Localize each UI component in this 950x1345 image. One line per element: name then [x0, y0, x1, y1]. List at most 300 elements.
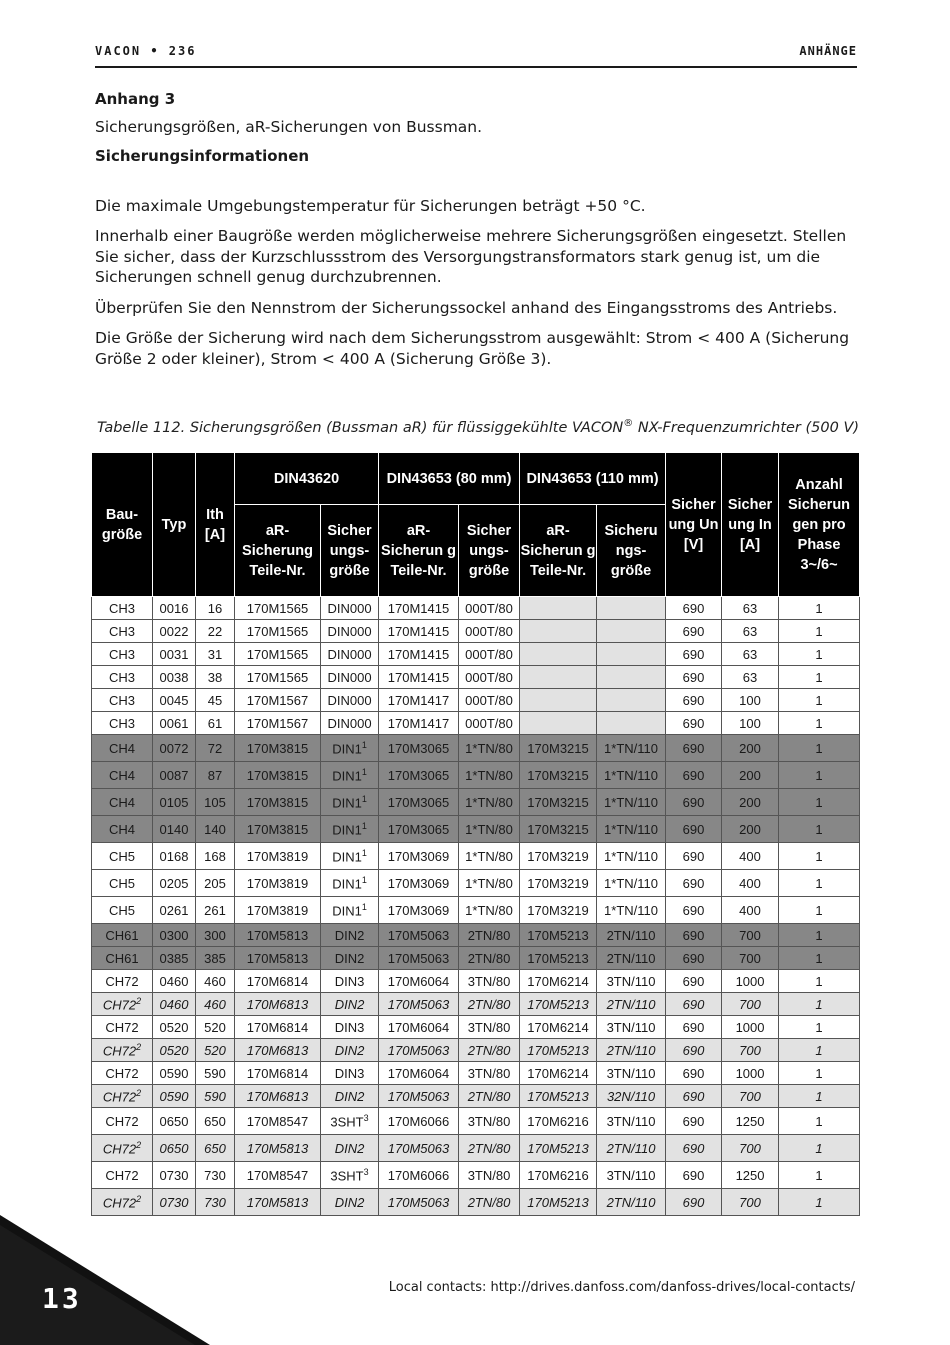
header-ar-teile-2: aR-Sicherun g Teile-Nr.	[379, 505, 459, 597]
table-cell	[779, 924, 860, 947]
table-cell	[379, 897, 459, 924]
table-cell	[597, 597, 666, 620]
cell-value: 0016	[159, 600, 189, 616]
footnote-mark: 2	[136, 1193, 142, 1204]
table-cell	[379, 816, 459, 843]
table-cell	[520, 643, 597, 666]
footnote-mark: 1	[361, 739, 367, 750]
cell-value: 170M5813	[246, 927, 309, 943]
table-cell	[321, 843, 379, 870]
cell-value: 700	[739, 1042, 761, 1058]
table-cell	[666, 870, 722, 897]
table-cell	[459, 1135, 520, 1162]
cell-value: 690	[682, 927, 705, 943]
table-cell	[92, 712, 153, 735]
cell-value: 1*TN/80	[465, 821, 513, 837]
cell-value: 3TN/80	[467, 1167, 511, 1183]
cell-value: 2TN/110	[606, 1194, 656, 1210]
table-cell	[153, 1016, 196, 1039]
table-row	[92, 1039, 860, 1062]
cell-value: 170M1415	[387, 669, 450, 685]
table-cell	[196, 712, 235, 735]
table-cell	[235, 689, 321, 712]
table-cell	[520, 816, 597, 843]
table-cell	[92, 870, 153, 897]
table-cell	[196, 762, 235, 789]
cell-value: 1*TN/110	[604, 902, 659, 918]
cell-value: 1	[815, 794, 823, 810]
table-row	[92, 870, 860, 897]
cell-value: 3TN/80	[467, 1113, 511, 1129]
cell-value: 170M3815	[246, 767, 309, 783]
table-cell	[779, 870, 860, 897]
cell-value: 520	[204, 1042, 226, 1058]
table-cell	[597, 620, 666, 643]
cell-value: 170M5213	[527, 1042, 589, 1058]
cell-value: 1*TN/80	[465, 902, 513, 918]
cell-value: 170M6216	[527, 1167, 589, 1183]
table-cell	[520, 993, 597, 1016]
table-cell	[153, 689, 196, 712]
cell-value: 650	[204, 1140, 226, 1156]
cell-value: 690	[682, 1194, 705, 1210]
table-cell	[666, 924, 722, 947]
table-cell	[597, 1062, 666, 1085]
table-cell	[379, 993, 459, 1016]
table-cell	[722, 597, 779, 620]
cell-value: DIN1	[332, 876, 362, 892]
paragraph: Überprüfen Sie den Nennstrom der Sicherungssockel anhand des Eingangsstroms des Antriebs.	[95, 298, 838, 317]
header-baugroesse: Bau-größe	[92, 453, 153, 597]
cell-value: 1	[815, 623, 823, 639]
cell-value: 2TN/80	[467, 1194, 511, 1210]
table-cell	[379, 870, 459, 897]
cell-value: 170M5213	[527, 1194, 589, 1210]
cell-value: 690	[682, 996, 705, 1012]
table-cell	[520, 1016, 597, 1039]
table-cell	[379, 789, 459, 816]
table-cell	[459, 1085, 520, 1108]
cell-value: CH3	[108, 692, 135, 708]
cell-value: 1	[815, 821, 823, 837]
cell-value: 170M3819	[246, 875, 309, 891]
cell-value: 22	[207, 623, 223, 639]
cell-value: 400	[739, 875, 761, 891]
cell-value: CH72	[105, 1019, 139, 1035]
table-cell	[235, 643, 321, 666]
table-cell	[520, 897, 597, 924]
table-row	[92, 924, 860, 947]
table-cell	[779, 1162, 860, 1189]
table-row	[92, 643, 860, 666]
table-cell	[597, 897, 666, 924]
cell-value: 170M5213	[527, 950, 589, 966]
cell-value: 16	[207, 600, 223, 616]
table-cell	[153, 712, 196, 735]
table-cell	[520, 1108, 597, 1135]
table-row	[92, 1135, 860, 1162]
table-cell	[92, 993, 153, 1016]
caption-suffix: NX-Frequenzumrichter (500 V)	[633, 419, 860, 436]
cell-value: 400	[739, 902, 761, 918]
table-cell	[779, 1085, 860, 1108]
table-cell	[597, 1135, 666, 1162]
cell-value: 170M5063	[387, 1042, 450, 1058]
table-cell	[196, 1016, 235, 1039]
table-cell	[459, 1039, 520, 1062]
table-cell	[379, 735, 459, 762]
cell-value: 700	[739, 950, 761, 966]
cell-value: 690	[682, 1140, 705, 1156]
cell-value: 170M1565	[246, 623, 309, 639]
table-cell	[597, 689, 666, 712]
table-cell	[153, 789, 196, 816]
table-cell	[92, 689, 153, 712]
cell-value: 170M6814	[246, 973, 309, 989]
cell-value: 460	[204, 973, 226, 989]
cell-value: 3TN/110	[606, 1065, 656, 1081]
cell-value: CH72	[102, 1089, 137, 1105]
table-cell	[779, 762, 860, 789]
section-content	[95, 90, 857, 369]
table-cell	[379, 643, 459, 666]
cell-value: 170M6066	[387, 1167, 450, 1183]
table-cell	[459, 597, 520, 620]
table-cell	[666, 843, 722, 870]
cell-value: 32N/110	[606, 1088, 656, 1104]
cell-value: 0300	[159, 927, 189, 943]
table-cell	[597, 1085, 666, 1108]
cell-value: 1	[815, 692, 823, 708]
cell-value: 690	[682, 740, 705, 756]
header-din43653-80: DIN43653 (80 mm)	[379, 453, 520, 505]
cell-value: 000T/80	[465, 692, 513, 708]
header-brand-page: VACON • 236	[95, 44, 197, 58]
table-cell	[379, 1085, 459, 1108]
cell-value: 170M1417	[387, 692, 450, 708]
table-cell	[153, 1108, 196, 1135]
table-row	[92, 993, 860, 1016]
table-row	[92, 1016, 860, 1039]
cell-value: 2TN/80	[467, 950, 511, 966]
cell-value: 1250	[735, 1167, 765, 1183]
table-cell	[379, 597, 459, 620]
table-cell	[92, 789, 153, 816]
table-cell	[666, 816, 722, 843]
cell-value: 170M5063	[387, 1194, 450, 1210]
cell-value: DIN2	[334, 1088, 365, 1104]
table-cell	[459, 947, 520, 970]
table-cell	[235, 816, 321, 843]
table-cell	[459, 689, 520, 712]
cell-value: 000T/80	[465, 623, 513, 639]
table-cell	[779, 689, 860, 712]
table-cell	[779, 843, 860, 870]
paragraph: Innerhalb einer Baugröße werden möglicherweise mehrere Sicherungsgrößen eingesetzt. Stellen Sie sicher, dass der Kurzschlussstrom des Versorgungstransformators stark genug ist, um die Sicherungen schnell genug durchzubrennen.	[95, 227, 847, 286]
cell-value: 105	[204, 794, 226, 810]
table-cell	[321, 947, 379, 970]
cell-value: CH4	[108, 740, 135, 756]
table-cell	[597, 712, 666, 735]
table-cell	[666, 597, 722, 620]
table-cell	[92, 1039, 153, 1062]
table-cell	[196, 1062, 235, 1085]
table-cell	[459, 666, 520, 689]
header-din43620: DIN43620	[235, 453, 379, 505]
table-cell	[520, 970, 597, 993]
cell-value: 170M6814	[246, 1065, 309, 1081]
table-cell	[92, 597, 153, 620]
cell-value: DIN2	[334, 1140, 365, 1156]
table-cell	[321, 993, 379, 1016]
table-cell	[235, 1108, 321, 1135]
table-row	[92, 735, 860, 762]
cell-value: 2TN/110	[606, 1042, 656, 1058]
cell-value: 1	[815, 1042, 823, 1058]
table-cell	[779, 666, 860, 689]
table-cell	[153, 1062, 196, 1085]
table-cell	[459, 789, 520, 816]
table-cell	[321, 816, 379, 843]
header-in: Sicher ung In [A]	[722, 453, 779, 597]
cell-value: 170M6813	[246, 1088, 309, 1104]
table-cell	[196, 870, 235, 897]
cell-value: 170M3069	[387, 902, 450, 918]
cell-value: DIN000	[327, 646, 372, 662]
table-cell	[722, 666, 779, 689]
table-caption	[97, 418, 860, 436]
header-groesse-2: Sicher ungs-größe	[459, 505, 520, 597]
footnote-mark: 2	[136, 995, 142, 1006]
table-cell	[153, 843, 196, 870]
cell-value: 168	[204, 848, 226, 864]
cell-value: 3TN/110	[606, 1113, 656, 1129]
table-cell	[666, 643, 722, 666]
table-cell	[520, 620, 597, 643]
cell-value: 205	[204, 875, 226, 891]
table-cell	[153, 1135, 196, 1162]
cell-value: 170M3219	[527, 848, 589, 864]
table-cell	[153, 924, 196, 947]
cell-value: CH72	[102, 1043, 137, 1059]
table-cell	[520, 947, 597, 970]
cell-value: 000T/80	[465, 600, 513, 616]
cell-value: 72	[207, 740, 223, 756]
cell-value: 690	[682, 646, 705, 662]
cell-value: 170M1565	[246, 646, 309, 662]
cell-value: 200	[739, 767, 761, 783]
table-cell	[520, 597, 597, 620]
footer-contacts: Local contacts: http://drives.danfoss.com/danfoss-drives/local-contacts/	[388, 1280, 855, 1295]
cell-value: 520	[204, 1019, 226, 1035]
cell-value: 0072	[159, 740, 189, 756]
table-cell	[92, 1085, 153, 1108]
table-cell	[520, 924, 597, 947]
cell-value: 1*TN/110	[604, 767, 659, 783]
table-cell	[196, 789, 235, 816]
cell-value: 170M1567	[246, 715, 309, 731]
cell-value: 0385	[159, 950, 189, 966]
cell-value: DIN1	[332, 849, 362, 865]
footnote-mark: 1	[361, 766, 367, 777]
cell-value: 0520	[159, 1019, 189, 1035]
cell-value: 200	[739, 794, 761, 810]
cell-value: CH61	[105, 950, 139, 966]
cell-value: 1	[815, 1019, 823, 1035]
table-cell	[321, 1062, 379, 1085]
footnote-mark: 1	[361, 793, 367, 804]
table-cell	[520, 1062, 597, 1085]
cell-value: DIN1	[332, 822, 362, 838]
table-cell	[92, 947, 153, 970]
table-cell	[666, 1108, 722, 1135]
table-cell	[722, 816, 779, 843]
table-cell	[235, 735, 321, 762]
table-cell	[321, 1085, 379, 1108]
table-cell	[321, 1039, 379, 1062]
table-cell	[722, 689, 779, 712]
cell-value: 170M6814	[246, 1019, 309, 1035]
cell-value: DIN1	[332, 768, 362, 784]
table-cell	[379, 1108, 459, 1135]
cell-value: 1000	[735, 973, 765, 989]
table-cell	[92, 762, 153, 789]
table-cell	[722, 947, 779, 970]
table-cell	[666, 947, 722, 970]
cell-value: 690	[682, 950, 705, 966]
table-cell	[779, 897, 860, 924]
table-cell	[235, 924, 321, 947]
table-cell	[321, 789, 379, 816]
table-cell	[520, 689, 597, 712]
table-cell	[779, 1135, 860, 1162]
table-cell	[92, 1108, 153, 1135]
cell-value: CH72	[105, 1065, 139, 1081]
table-cell	[153, 735, 196, 762]
table-cell	[321, 666, 379, 689]
table-cell	[597, 1016, 666, 1039]
cell-value: 170M3065	[387, 740, 450, 756]
table-cell	[379, 666, 459, 689]
table-cell	[779, 597, 860, 620]
table-cell	[379, 1189, 459, 1216]
cell-value: DIN2	[334, 1042, 365, 1058]
cell-value: DIN1	[332, 795, 362, 811]
cell-value: 170M3065	[387, 767, 450, 783]
table-cell	[235, 1062, 321, 1085]
cell-value: 61	[207, 715, 223, 731]
table-cell	[666, 1135, 722, 1162]
cell-value: 3TN/80	[467, 1019, 511, 1035]
cell-value: DIN000	[327, 623, 372, 639]
cell-value: CH4	[108, 821, 135, 837]
cell-value: 690	[682, 1088, 705, 1104]
cell-value: 170M3215	[527, 821, 589, 837]
table-cell	[722, 993, 779, 1016]
cell-value: 0590	[159, 1065, 189, 1081]
table-row	[92, 762, 860, 789]
cell-value: 3TN/110	[606, 1167, 656, 1183]
cell-value: 690	[682, 821, 705, 837]
table-cell	[459, 762, 520, 789]
table-row	[92, 843, 860, 870]
table-cell	[459, 993, 520, 1016]
table-cell	[235, 597, 321, 620]
table-cell	[722, 789, 779, 816]
table-cell	[459, 735, 520, 762]
cell-value: 170M8547	[246, 1113, 309, 1129]
cell-value: 1	[815, 973, 823, 989]
cell-value: 1	[815, 669, 823, 685]
table-cell	[235, 789, 321, 816]
footnote-mark: 2	[136, 1087, 142, 1098]
table-cell	[379, 924, 459, 947]
cell-value: DIN2	[334, 996, 365, 1012]
table-cell	[321, 870, 379, 897]
table-cell	[520, 870, 597, 897]
table-cell	[722, 1135, 779, 1162]
cell-value: 1	[815, 715, 823, 731]
cell-value: 170M3815	[246, 821, 309, 837]
cell-value: 0590	[159, 1088, 189, 1104]
table-cell	[597, 643, 666, 666]
cell-value: 170M5063	[387, 1088, 450, 1104]
table-cell	[459, 712, 520, 735]
cell-value: 170M5063	[387, 996, 450, 1012]
cell-value: 170M1415	[387, 623, 450, 639]
cell-value: 0038	[159, 669, 189, 685]
header-din43653-110: DIN43653 (110 mm)	[520, 453, 666, 505]
table-cell	[779, 993, 860, 1016]
table-cell	[379, 689, 459, 712]
table-cell	[196, 597, 235, 620]
table-cell	[722, 970, 779, 993]
table-cell	[321, 1016, 379, 1039]
table-cell	[666, 1189, 722, 1216]
cell-value: 385	[204, 950, 226, 966]
fuse-table-body	[92, 597, 860, 1216]
cell-value: 2TN/80	[467, 996, 511, 1012]
table-cell	[196, 1108, 235, 1135]
cell-value: 170M6064	[387, 1019, 450, 1035]
cell-value: 170M3215	[527, 740, 589, 756]
table-cell	[153, 993, 196, 1016]
cell-value: 690	[682, 875, 705, 891]
table-cell	[379, 843, 459, 870]
table-cell	[196, 1189, 235, 1216]
cell-value: 1	[815, 600, 823, 616]
cell-value: 170M3065	[387, 821, 450, 837]
cell-value: 170M5813	[246, 1140, 309, 1156]
table-cell	[779, 1039, 860, 1062]
cell-value: 170M5063	[387, 927, 450, 943]
table-cell	[92, 1162, 153, 1189]
table-cell	[196, 1039, 235, 1062]
cell-value: 261	[204, 902, 226, 918]
cell-value: 170M6064	[387, 973, 450, 989]
table-cell	[321, 1189, 379, 1216]
header-section: ANHÄNGE	[799, 44, 857, 58]
footnote-mark: 1	[361, 874, 367, 885]
table-cell	[597, 789, 666, 816]
table-cell	[235, 947, 321, 970]
table-cell	[153, 970, 196, 993]
table-row	[92, 1062, 860, 1085]
table-cell	[196, 666, 235, 689]
cell-value: CH61	[105, 927, 139, 943]
cell-value: 1	[815, 740, 823, 756]
cell-value: 170M6216	[527, 1113, 589, 1129]
